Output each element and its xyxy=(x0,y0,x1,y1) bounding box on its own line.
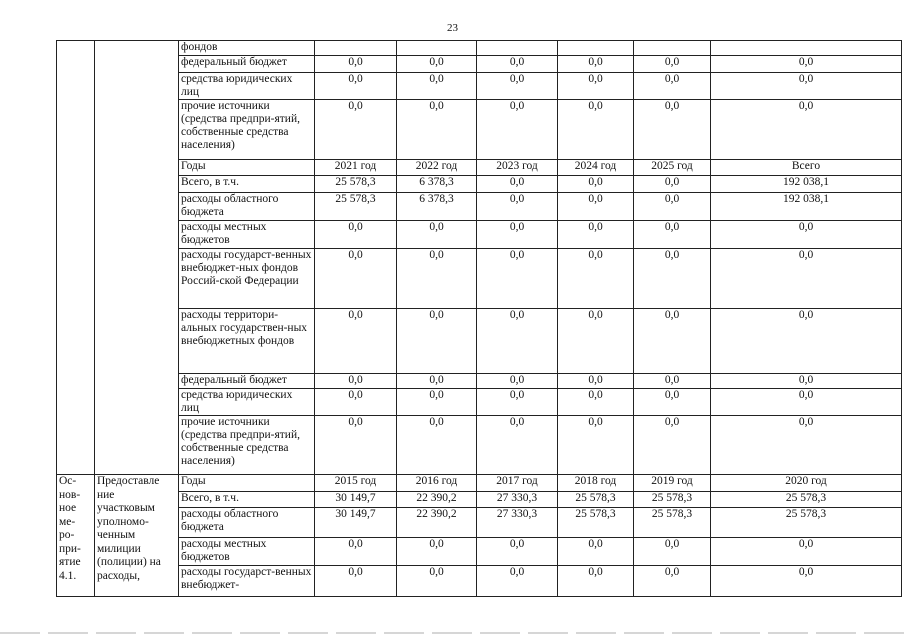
table-row xyxy=(57,538,902,566)
row-label: расходы местных бюджетов xyxy=(179,538,315,566)
value-cell: 0,0 xyxy=(477,249,558,309)
value-cell: 25 578,3 xyxy=(711,508,902,538)
value-cell: 0,0 xyxy=(315,566,397,597)
value-cell: 25 578,3 xyxy=(711,492,902,508)
value-cell: 0,0 xyxy=(477,538,558,566)
value-cell: 2018 год xyxy=(558,475,634,492)
value-cell: 0,0 xyxy=(397,100,477,160)
value-cell: 25 578,3 xyxy=(558,492,634,508)
value-cell: 2023 год xyxy=(477,160,558,176)
value-cell: 0,0 xyxy=(315,538,397,566)
value-cell: 0,0 xyxy=(634,416,711,475)
value-cell: 2021 год xyxy=(315,160,397,176)
value-cell: 0,0 xyxy=(397,416,477,475)
value-cell: 0,0 xyxy=(634,566,711,597)
activity-number-line: нов- xyxy=(59,488,81,501)
value-cell: 0,0 xyxy=(315,416,397,475)
activity-number-line: ное xyxy=(59,502,77,514)
activity-name-line: (полиции) на xyxy=(97,556,161,568)
table-row xyxy=(57,193,902,221)
page-number: 23 xyxy=(447,22,458,34)
value-cell: 0,0 xyxy=(558,416,634,475)
value-cell xyxy=(711,41,902,56)
table-row xyxy=(57,221,902,249)
value-cell: 0,0 xyxy=(397,566,477,597)
value-cell: 0,0 xyxy=(711,538,902,566)
activity-number-line: Ос- xyxy=(59,475,77,487)
value-cell: 0,0 xyxy=(315,389,397,416)
table-row xyxy=(57,475,902,492)
row-label: расходы областного бюджета xyxy=(179,508,315,538)
value-cell: 0,0 xyxy=(711,389,902,416)
value-cell xyxy=(397,41,477,56)
value-cell: 0,0 xyxy=(397,389,477,416)
table-row xyxy=(57,100,902,160)
value-cell: 0,0 xyxy=(634,176,711,193)
value-cell: 0,0 xyxy=(397,538,477,566)
value-cell: 0,0 xyxy=(477,374,558,389)
activity-number-line: ятие xyxy=(59,556,81,568)
activity-name-line: участковым xyxy=(97,502,155,514)
value-cell: 0,0 xyxy=(477,56,558,73)
value-cell: 0,0 xyxy=(711,249,902,309)
value-cell: 6 378,3 xyxy=(397,176,477,193)
value-cell: 0,0 xyxy=(477,176,558,193)
row-label: федеральный бюджет xyxy=(179,56,315,73)
row-label: прочие источники (средства предпри-ятий, собственные средства населения) xyxy=(179,416,315,475)
value-cell: 0,0 xyxy=(315,100,397,160)
value-cell: 0,0 xyxy=(634,193,711,221)
value-cell: 0,0 xyxy=(477,193,558,221)
row-label: Годы xyxy=(179,160,315,176)
row-label: средства юридических лиц xyxy=(179,73,315,100)
activity-name-line: Предоставле xyxy=(97,475,160,487)
value-cell: 0,0 xyxy=(558,374,634,389)
value-cell: 0,0 xyxy=(634,56,711,73)
value-cell: 0,0 xyxy=(558,100,634,160)
activity-number-line: ме- xyxy=(59,515,76,528)
table-row xyxy=(57,73,902,100)
value-cell: 0,0 xyxy=(558,221,634,249)
value-cell: 0,0 xyxy=(711,416,902,475)
table-row xyxy=(57,56,902,73)
activity-number-cell xyxy=(57,475,95,597)
row-label: средства юридических лиц xyxy=(179,389,315,416)
activity-name-line: ченным xyxy=(97,529,136,541)
table-row xyxy=(57,160,902,176)
table-row xyxy=(57,309,902,374)
value-cell: 0,0 xyxy=(634,309,711,374)
value-cell: 2025 год xyxy=(634,160,711,176)
value-cell: 27 330,3 xyxy=(477,492,558,508)
value-cell: 25 578,3 xyxy=(315,176,397,193)
value-cell: 22 390,2 xyxy=(397,508,477,538)
activity-name-line: расходы, xyxy=(97,569,140,582)
value-cell: 0,0 xyxy=(477,309,558,374)
empty-cell xyxy=(95,41,179,475)
value-cell: 27 330,3 xyxy=(477,508,558,538)
activity-number-line: при- xyxy=(59,542,81,555)
value-cell: 25 578,3 xyxy=(634,508,711,538)
value-cell: 0,0 xyxy=(558,73,634,100)
value-cell: 0,0 xyxy=(711,100,902,160)
value-cell: 0,0 xyxy=(315,73,397,100)
value-cell: 25 578,3 xyxy=(315,193,397,221)
table-row xyxy=(57,508,902,538)
value-cell xyxy=(634,41,711,56)
table-row xyxy=(57,249,902,309)
table-row xyxy=(57,566,902,597)
value-cell: 0,0 xyxy=(558,309,634,374)
value-cell: 0,0 xyxy=(397,249,477,309)
value-cell: 0,0 xyxy=(634,538,711,566)
value-cell: 0,0 xyxy=(397,73,477,100)
row-label: расходы областного бюджета xyxy=(179,193,315,221)
table-body xyxy=(57,41,902,597)
value-cell: 0,0 xyxy=(558,389,634,416)
value-cell: 0,0 xyxy=(634,100,711,160)
table-row xyxy=(57,492,902,508)
value-cell: 0,0 xyxy=(634,249,711,309)
row-label: Всего, в т.ч. xyxy=(179,492,315,508)
value-cell: 0,0 xyxy=(711,56,902,73)
empty-cell xyxy=(57,41,95,475)
row-label: расходы государст-венных внебюджет- xyxy=(179,566,315,597)
value-cell: 2020 год xyxy=(711,475,902,492)
value-cell: 0,0 xyxy=(397,56,477,73)
value-cell: 0,0 xyxy=(711,221,902,249)
value-cell: 0,0 xyxy=(711,309,902,374)
value-cell: 6 378,3 xyxy=(397,193,477,221)
value-cell: 25 578,3 xyxy=(558,508,634,538)
value-cell: 2019 год xyxy=(634,475,711,492)
activity-name-cell xyxy=(95,475,179,597)
row-label: расходы местных бюджетов xyxy=(179,221,315,249)
table-row xyxy=(57,176,902,193)
value-cell: 0,0 xyxy=(558,56,634,73)
value-cell: 0,0 xyxy=(397,221,477,249)
value-cell: 0,0 xyxy=(634,374,711,389)
value-cell: 25 578,3 xyxy=(634,492,711,508)
row-label: фондов xyxy=(179,41,315,56)
budget-table xyxy=(56,40,902,597)
activity-number-line: ро- xyxy=(59,529,75,541)
table-row xyxy=(57,374,902,389)
value-cell xyxy=(315,41,397,56)
value-cell: 192 038,1 xyxy=(711,193,902,221)
row-label: прочие источники (средства предпри-ятий, собственные средства населения) xyxy=(179,100,315,160)
value-cell xyxy=(558,41,634,56)
table-row xyxy=(57,389,902,416)
value-cell: 0,0 xyxy=(558,176,634,193)
value-cell: 0,0 xyxy=(634,389,711,416)
value-cell: 0,0 xyxy=(315,374,397,389)
value-cell: 30 149,7 xyxy=(315,508,397,538)
value-cell: 0,0 xyxy=(634,73,711,100)
value-cell: 0,0 xyxy=(558,538,634,566)
table-row xyxy=(57,41,902,56)
value-cell: 30 149,7 xyxy=(315,492,397,508)
scan-edge-artifact xyxy=(0,632,905,634)
value-cell: 0,0 xyxy=(477,73,558,100)
value-cell: 0,0 xyxy=(477,416,558,475)
value-cell: 2015 год xyxy=(315,475,397,492)
value-cell: 0,0 xyxy=(477,221,558,249)
value-cell: 0,0 xyxy=(315,56,397,73)
activity-number-line: 4.1. xyxy=(59,569,77,582)
value-cell: Всего xyxy=(711,160,902,176)
value-cell: 0,0 xyxy=(477,566,558,597)
value-cell: 2022 год xyxy=(397,160,477,176)
row-label: расходы территори-альных государствен-ных внебюджетных фондов xyxy=(179,309,315,374)
value-cell: 2024 год xyxy=(558,160,634,176)
value-cell xyxy=(477,41,558,56)
value-cell: 0,0 xyxy=(558,566,634,597)
value-cell: 0,0 xyxy=(558,193,634,221)
value-cell: 0,0 xyxy=(315,249,397,309)
activity-name-line: милиции xyxy=(97,542,141,555)
value-cell: 0,0 xyxy=(477,100,558,160)
row-label: федеральный бюджет xyxy=(179,374,315,389)
value-cell: 0,0 xyxy=(711,566,902,597)
value-cell: 0,0 xyxy=(315,309,397,374)
activity-name-line: ние xyxy=(97,488,115,501)
value-cell: 2016 год xyxy=(397,475,477,492)
row-label: Годы xyxy=(179,475,315,492)
value-cell: 0,0 xyxy=(711,374,902,389)
table-row xyxy=(57,416,902,475)
row-label: Всего, в т.ч. xyxy=(179,176,315,193)
row-label: расходы государст-венных внебюджет-ных фондов Россий-ской Федерации xyxy=(179,249,315,309)
value-cell: 0,0 xyxy=(397,374,477,389)
value-cell: 192 038,1 xyxy=(711,176,902,193)
value-cell: 0,0 xyxy=(315,221,397,249)
value-cell: 0,0 xyxy=(397,309,477,374)
activity-name-line: уполномо- xyxy=(97,515,149,528)
value-cell: 2017 год xyxy=(477,475,558,492)
value-cell: 0,0 xyxy=(634,221,711,249)
value-cell: 0,0 xyxy=(477,389,558,416)
value-cell: 22 390,2 xyxy=(397,492,477,508)
value-cell: 0,0 xyxy=(711,73,902,100)
value-cell: 0,0 xyxy=(558,249,634,309)
